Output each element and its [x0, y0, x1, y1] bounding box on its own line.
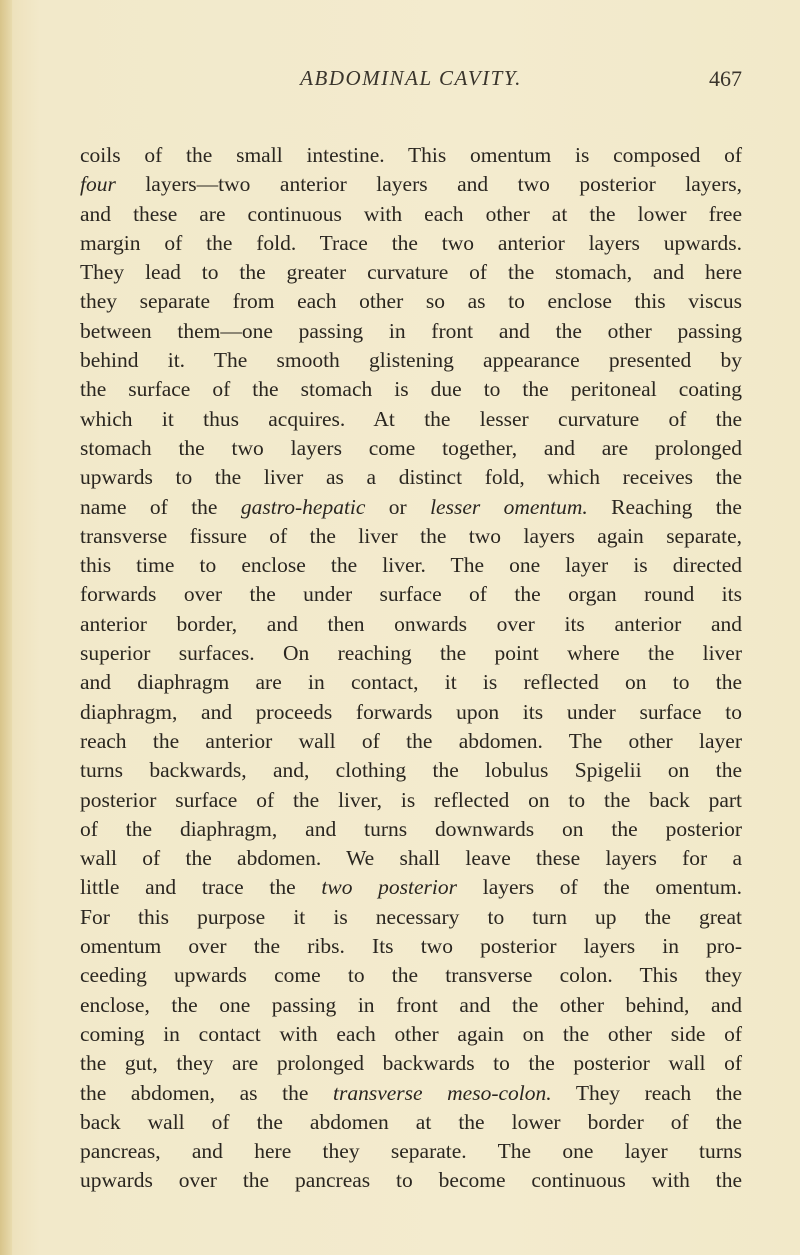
text-line: coils of the small intestine. This omentum is composed of — [80, 143, 742, 167]
text-line: posterior surface of the liver, is reflected on to the back part — [80, 787, 742, 812]
text-line: which it thus acquires. At the lesser curvature of the — [80, 406, 742, 431]
text-line: upwards over the pancreas to become continuous with the — [80, 1168, 742, 1193]
text-line: back wall of the abdomen at the lower border of the — [80, 1109, 742, 1134]
text-line: between them—one passing in front and the other passing — [80, 318, 742, 343]
page-gutter — [0, 0, 12, 1255]
text-line: omentum over the ribs. Its two posterior layers in pro- — [80, 934, 742, 959]
emphasis-four: four — [80, 172, 116, 197]
text-line: name of the gastro-hepatic or lesser omentum. Reaching the — [80, 494, 742, 519]
text-line: upwards to the liver as a distinct fold, which receives the — [80, 465, 742, 490]
text-line: pancreas, and here they separate. The one layer turns — [80, 1139, 742, 1164]
text-line: enclose, the one passing in front and the other behind, and — [80, 992, 742, 1017]
text-line: wall of the abdomen. We shall leave these layers for a — [80, 846, 742, 871]
text-line: anterior border, and then onwards over its anterior and — [80, 611, 742, 636]
emphasis-lesser-omentum: lesser omentum. — [430, 494, 588, 519]
text-line: the abdomen, as the transverse meso-colon. They reach the — [80, 1080, 742, 1105]
text-line: little and trace the two posterior layers of the omentum. — [80, 875, 743, 900]
text-line: and diaphragm are in contact, it is reflected on to the — [80, 670, 742, 695]
text-line: diaphragm, and proceeds forwards upon its under surface to — [80, 699, 742, 724]
emphasis-gastro-hepatic: gastro-hepatic — [240, 494, 366, 519]
page-header — [80, 66, 742, 102]
text-line: ceeding upwards come to the transverse colon. This they — [80, 963, 742, 988]
body-text — [80, 141, 742, 1196]
page-number: 467 — [709, 66, 742, 91]
text-line: margin of the fold. Trace the two anterior layers upwards. — [80, 230, 742, 255]
emphasis-two-posterior: two posterior — [321, 875, 458, 900]
text-line: this time to enclose the liver. The one layer is directed — [80, 553, 742, 578]
text-line: For this purpose it is necessary to turn up the great — [80, 904, 742, 929]
text-line: behind it. The smooth glistening appearance presented by — [80, 348, 742, 373]
text-line: turns backwards, and, clothing the lobulus Spigelii on the — [80, 758, 742, 783]
text-line: superior surfaces. On reaching the point where the liver — [80, 641, 742, 666]
text-line: They lead to the greater curvature of the stomach, and here — [80, 260, 742, 285]
text-line: forwards over the under surface of the organ round its — [80, 582, 742, 607]
text-line: stomach the two layers come together, and are prolonged — [80, 435, 742, 460]
emphasis-transverse-meso-colon: transverse meso-colon. — [332, 1080, 552, 1105]
text-line: and these are continuous with each other at the lower free — [80, 201, 742, 226]
text-line: the gut, they are prolonged backwards to the posterior wall of — [80, 1051, 742, 1076]
text-line: they separate from each other so as to enclose this viscus — [80, 289, 742, 314]
running-head: ABDOMINAL CAVITY. — [300, 66, 522, 90]
text-line: transverse fissure of the liver the two layers again separate, — [80, 523, 742, 548]
text-line: coming in contact with each other again on the other side of — [80, 1021, 742, 1046]
text-line: reach the anterior wall of the abdomen. The other layer — [80, 728, 742, 753]
text-line: four layers—two anterior layers and two posterior layers, — [80, 172, 742, 197]
text-line: of the diaphragm, and turns downwards on the posterior — [80, 816, 742, 841]
text-line: the surface of the stomach is due to the peritoneal coating — [80, 377, 742, 402]
